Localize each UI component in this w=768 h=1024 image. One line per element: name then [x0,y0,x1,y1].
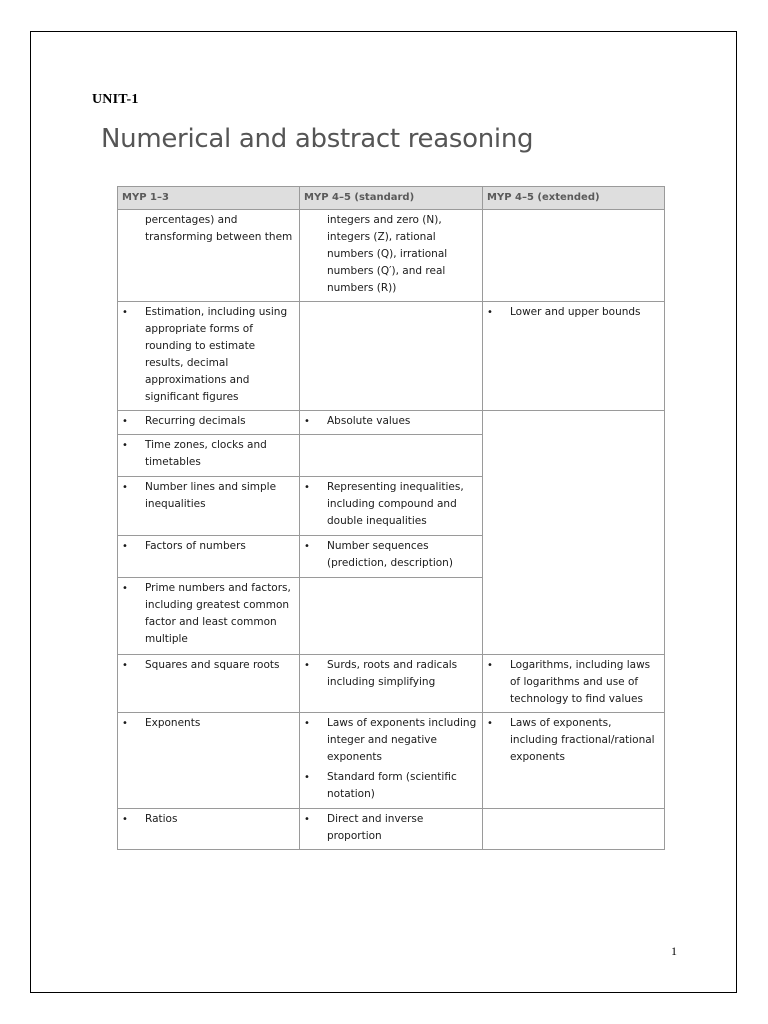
bullet: • [122,416,128,427]
cell-text: Standard form (scientific notation) [327,771,457,800]
table-cell [300,713,483,809]
table-cell [118,536,300,578]
list-item [122,580,295,648]
cell-text: Factors of numbers [145,540,246,552]
header-myp-1-3: MYP 1–3 [118,187,300,210]
table-cell [483,809,665,850]
cell-text: Lower and upper bounds [510,306,641,318]
table-cell [300,536,483,578]
table-cell [300,477,483,536]
bullet: • [304,660,310,671]
cell-text: Prime numbers and factors, including greatest common factor and least common multiple [145,582,291,645]
table-cell [300,411,483,435]
bullet: • [304,814,310,825]
list-item [304,769,478,803]
table-cell [118,578,300,655]
bullet: • [122,482,128,493]
bullet: • [122,440,128,451]
list-item [304,811,478,845]
cell-text: Recurring decimals [145,415,246,427]
table-row [118,713,665,809]
table-cell [483,713,665,809]
bullet: • [487,718,493,729]
curriculum-table [117,186,665,850]
list-item [122,304,295,406]
cell-text: Laws of exponents including integer and negative exponents [327,717,477,763]
table-cell [118,435,300,477]
cell-text: Laws of exponents, including fractional/rational exponents [510,717,655,763]
table-cell [118,302,300,411]
table-cell [483,655,665,713]
bullet: • [487,307,493,318]
list-item [487,715,660,766]
table-cell [300,210,483,302]
table-cell [300,578,483,655]
list-item [487,657,660,708]
page-title: Numerical and abstract reasoning [101,124,534,154]
header-myp-4-5-extended: MYP 4–5 (extended) [483,187,665,210]
table-cell [483,411,665,655]
list-item [487,304,660,321]
cell-text: Number sequences (prediction, description) [327,540,453,569]
list-item [122,479,295,513]
bullet: • [122,814,128,825]
cell-text: Exponents [145,717,201,729]
cell-text: Absolute values [327,415,411,427]
bullet: • [304,482,310,493]
cell-text: Number lines and simple inequalities [145,481,277,510]
table-cell [118,809,300,850]
list-item [304,413,478,430]
list-item [304,715,478,766]
cell-text: integers and zero (N), integers (Z), rational numbers (Q), irrational numbers (Q′), and real numbers (R)) [327,214,448,294]
table-cell [118,477,300,536]
bullet: • [304,718,310,729]
list-item [122,437,295,471]
bullet: • [122,583,128,594]
table-cell [483,302,665,411]
page-number: 1 [671,944,677,958]
table-cell [483,210,665,302]
table-cell [300,302,483,411]
table-row [118,411,665,435]
table-header-row [118,187,665,210]
bullet: • [487,660,493,671]
bullet: • [122,307,128,318]
table-row [118,302,665,411]
cell-text: Squares and square roots [145,659,280,671]
list-item [122,413,295,430]
table-cell [118,411,300,435]
bullet: • [122,541,128,552]
cell-text: Time zones, clocks and timetables [145,439,267,468]
bullet: • [122,718,128,729]
list-item [122,715,295,732]
table-row [118,655,665,713]
bullet: • [304,416,310,427]
cell-text: Estimation, including using appropriate forms of rounding to estimate results, decimal approximations and significant figures [145,306,288,403]
cell-text: percentages) and transforming between them [145,214,293,243]
cell-text: Ratios [145,813,178,825]
table-cell [300,655,483,713]
bullet: • [304,772,310,783]
list-item [304,657,478,691]
cell-text: Logarithms, including laws of logarithms and use of technology to find values [510,659,651,705]
table-row [118,210,665,302]
table-cell [118,713,300,809]
bullet: • [122,660,128,671]
bullet: • [304,541,310,552]
table-row [118,809,665,850]
table-cell [118,655,300,713]
cell-text: Direct and inverse proportion [327,813,424,842]
list-item [304,479,478,530]
cell-text: Representing inequalities, including compound and double inequalities [327,481,464,527]
list-item [122,538,295,555]
table-cell [300,809,483,850]
header-myp-4-5-standard: MYP 4–5 (standard) [300,187,483,210]
cell-text: Surds, roots and radicals including simplifying [327,659,458,688]
table-cell [300,435,483,477]
list-item [122,657,295,674]
list-item [122,811,295,828]
list-item [304,538,478,572]
table-cell [118,210,300,302]
unit-label: UNIT-1 [92,92,139,107]
